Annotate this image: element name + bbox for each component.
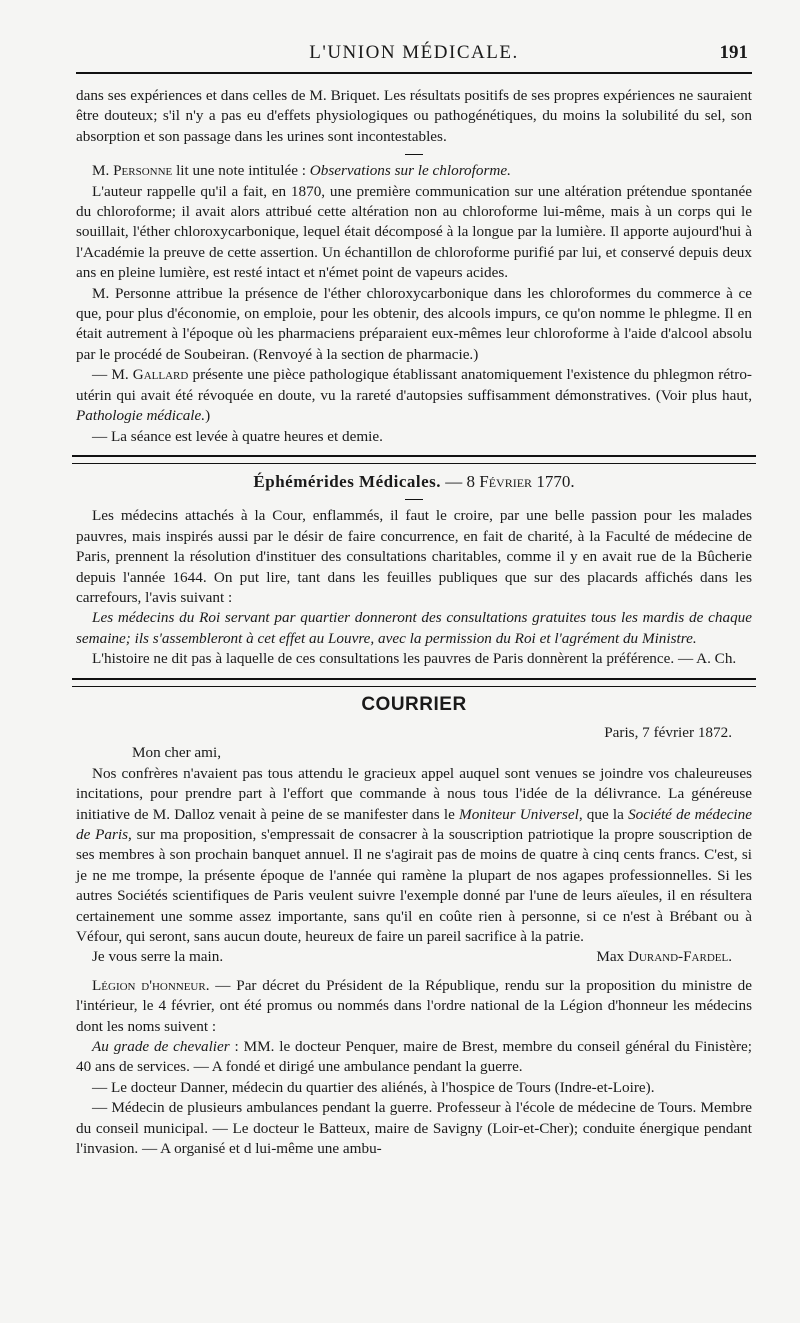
gallard-paragraph: — M. Gallard présente une pièce pathologique établissant anatomiquement l'existence du phlegmon rétro-utérin qui avait été révoquée en doute, vu la rareté d'autopsies suffisamment démonstratives. (Voir plus haut, Pathologie médicale.) — [76, 366, 752, 425]
ephemerides-heading: Éphémérides Médicales. — 8 Février 1770. — [253, 471, 575, 491]
legion-paragraph: Légion d'honneur. — Par décret du Président de la République, rendu sur la proposition du ministre de l'intérieur, le 4 février, ont été promus ou nommés dans l'ordre national de la Légion d'honneur les médecins dont les noms suivent : — [76, 976, 752, 1035]
page-header — [76, 38, 752, 68]
section-divider — [72, 455, 756, 464]
personne-paragraph-2: M. Personne attribue la présence de l'éther chloroxycarbonique dans les chloroformes du commerce à ce que, pour plus d'économie, on emploie, pour les obtenir, des alcools impurs, ce qu'on nomme le phlegme. Il en était autrement à l'époque où les pharmaciens préparaient eux-mêmes leur chloroforme à l'aide d'alcool absolu par le procédé de Soubeiran. (Renvoyé à la section de pharmacie.) — [76, 284, 752, 363]
section-divider — [72, 678, 756, 687]
letter-body: Nos confrères n'avaient pas tous attendu le gracieux appel auquel sont venues se joindre vos chaleureuses incitations, pour prendre part à l'effort que commande à nous tous l'idée de la délivrance. La généreuse initiative de M. Dalloz venait à peine de se manifester dans le Moniteur Universel, que la Société de médecine de Paris, sur ma proposition, s'empressait de consacrer à la souscription patriotique la propre souscription de ses membres à son prochain banquet annuel. Il ne s'agirait pas de moins de quatre à cinq cents francs. C'est, si je ne me trompe, la présente époque de l'année qui ramène la plupart de nos agapes professionnelles. Si les autres Sociétés scientifiques de Paris veulent suivre l'exemple donné par l'une de leurs aïeules, il en résultera certainement une somme assez importante, sans qu'il en coûte rien à personne, si ce n'est à Brébant ou à Véfour, qui seront, sans aucun doute, heureux de faire un pareil sacrifice à la patrie. — [76, 764, 752, 946]
running-title: L'UNION MÉDICALE. — [309, 42, 519, 63]
page-number: 191 — [719, 42, 748, 63]
ephemerides-paragraph-2: L'histoire ne dit pas à laquelle de ces consultations les pauvres de Paris donnèrent la préférence. — A. Ch. — [92, 650, 737, 668]
note-title: Observations sur le chloroforme. — [309, 162, 511, 180]
legion-heading: Légion d'honneur. — [92, 976, 210, 994]
short-separator — [405, 499, 423, 500]
letter-signoff — [76, 947, 752, 967]
legion-item-2: — Le docteur Danner, médecin du quartier des aliénés, à l'hospice de Tours (Indre-et-Loire). — [92, 1078, 655, 1096]
session-closing: — La séance est levée à quatre heures et demie. — [92, 427, 383, 445]
cross-reference: Pathologie médicale. — [76, 407, 206, 425]
page-body — [76, 86, 752, 1160]
ephemerides-quote: Les médecins du Roi servant par quartier donneront des consultations gratuites tous les mardis de chaque semaine; ils s'assembleront à cet effet au Louvre, avec la permission du Roi et l'agrément du Ministre. — [76, 609, 752, 647]
letter-farewell: Je vous serre la main. — [92, 948, 224, 966]
legion-item-1: Au grade de chevalier : MM. le docteur Penquer, maire de Brest, membre du conseil général du Finistère; 40 ans de services. — A fondé et dirigé une ambulance pendant la guerre. — [76, 1038, 753, 1076]
short-separator — [405, 154, 423, 155]
author-name-personne: Personne — [113, 162, 173, 180]
personne-paragraph-1: L'auteur rappelle qu'il a fait, en 1870, une première communication sur une altération prétendue spontanée du chloroforme; il avait alors attribué cette altération non au chloroforme lui-même, mais à un corps qui le souillait, l'éther chloroxycarbonique, lequel était décomposé à la longue par la lumière. Il apporte aujourd'hui à l'Académie la preuve de cette assertion. Un échantillon de chloroforme purifié par lui, et conservé depuis deux ans en pleine lumière, est resté intact et n'émet point de vapeurs acides. — [76, 182, 752, 282]
legion-item-3: — Médecin de plusieurs ambulances pendant la guerre. Professeur à l'école de médecine de Tours. Membre du conseil municipal. — Le docteur le Batteux, maire de Savigny (Loir-et-Cher); conduite énergique pendant l'invasion. — A organisé et d lui-même une ambu- — [76, 1099, 752, 1158]
ephemerides-paragraph-1: Les médecins attachés à la Cour, enflammés, il faut le croire, par une belle passion pour les malades pauvres, mais inspirés aussi par le désir de faire concurrence, en fait de charité, à la Faculté de médecine de Paris, prennent la résolution d'instituer des consultations charitables, comme il y en avait rue de la Bûcherie depuis l'année 1644. On put lire, tant dans les feuilles publiques que sur des placards affichés dans les carrefours, l'avis suivant : — [76, 507, 752, 606]
author-name-gallard: Gallard — [132, 366, 189, 384]
continued-paragraph: dans ses expériences et dans celles de M. Briquet. Les résultats positifs de ses propres expériences ne sauraient être douteux; s'il n'y a pas eu d'effets physiologiques ou pathogénétiques, du moins la solubilité du sel, son absorption et son passage dans les urines sont incontestables. — [76, 87, 752, 145]
letter-signature: Max Durand-Fardel. — [596, 948, 732, 966]
letter-dateline: Paris, 7 février 1872. — [604, 723, 732, 741]
personne-intro: M. Personne lit une note intitulée : Observations sur le chloroforme. — [92, 162, 511, 180]
courrier-heading: COURRIER — [361, 693, 467, 715]
letter-salutation: Mon cher ami, — [132, 744, 221, 762]
header-rule — [76, 72, 752, 74]
